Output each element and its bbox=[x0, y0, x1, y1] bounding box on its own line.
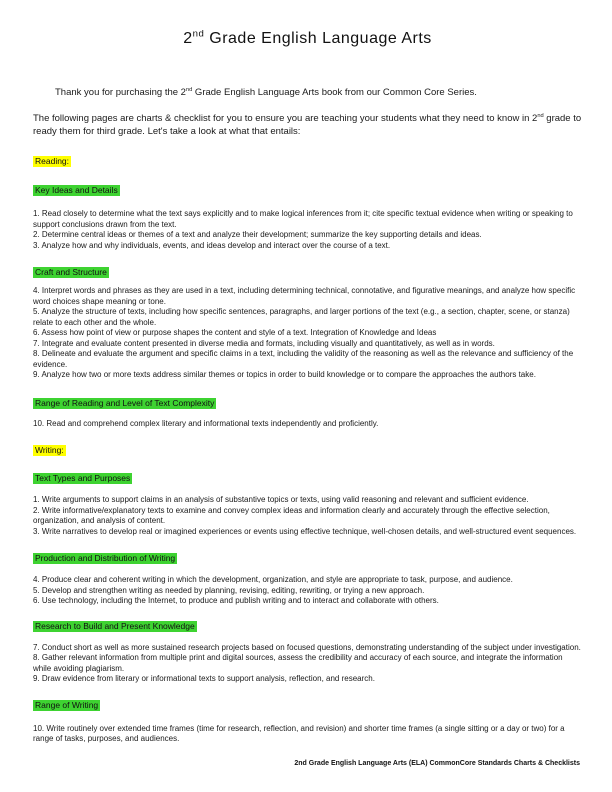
standard-item: 2. Write informative/explanatory texts to examine and convey complex ideas and information clearly and accurately through the effective selection, organization, and analysis of content. bbox=[33, 505, 550, 525]
standard-item: 5. Develop and strengthen writing as needed by planning, revising, editing, rewriting, or trying a new approach. bbox=[33, 585, 425, 595]
reading-section-label-row bbox=[33, 151, 582, 169]
writing-text-types-items bbox=[33, 495, 582, 537]
writing-range-items bbox=[33, 724, 582, 745]
standard-item: 10. Write routinely over extended time frames (time for research, reflection, and revision) and shorter time frames (a single sitting or a day or two) for a range of tasks, purposes, and audiences. bbox=[33, 723, 565, 743]
research-to-build-heading: Research to Build and Present Knowledge bbox=[35, 620, 195, 631]
reading-range-heading-row bbox=[33, 393, 582, 411]
intro-2-text-a: The following pages are charts & checklist for you to ensure you are teaching your students what they need to know in 2 bbox=[33, 113, 538, 124]
standard-item: 6. Use technology, including the Internet, to produce and publish writing and to interact and collaborate with others. bbox=[33, 596, 439, 605]
standard-item: 7. Integrate and evaluate content presented in diverse media and formats, including visually and quantitatively, as well as in words. bbox=[33, 338, 495, 348]
title-text: Grade English Language Arts bbox=[204, 30, 432, 47]
production-and-distribution-heading: Production and Distribution of Writing bbox=[35, 553, 176, 563]
writing-range-heading-row bbox=[33, 695, 582, 713]
reading-key-ideas-heading-row bbox=[33, 180, 582, 198]
intro-paragraph-2 bbox=[33, 112, 582, 138]
standard-item: 9. Analyze how two or more texts address similar themes or topics in order to build knowledge or to compare the approaches the authors take. bbox=[33, 370, 536, 379]
writing-text-types-heading-row bbox=[33, 468, 582, 486]
standard-item: 8. Gather relevant information from multiple print and digital sources, assess the credibility and accuracy of each source, and integrate the information while avoiding plagiarism. bbox=[33, 653, 563, 673]
writing-research-items bbox=[33, 643, 582, 685]
reading-craft-structure-heading-row bbox=[33, 262, 582, 280]
intro-2-ordinal-superscript: nd bbox=[537, 112, 544, 119]
writing-section-label-row bbox=[33, 440, 582, 458]
standard-item: 8. Delineate and evaluate the argument and specific claims in a text, including the validity of the reasoning as well as the relevance and sufficiency of the evidence. bbox=[33, 349, 574, 369]
intro-2-text-b: grade to ready them for third grade. Let's take a look at what that entails: bbox=[33, 113, 582, 137]
writing-label-highlighted: Writing: bbox=[35, 445, 64, 455]
intro-paragraph-1 bbox=[33, 86, 582, 99]
standard-item: 10. Read and comprehend complex literary and informational texts independently and proficiently. bbox=[33, 418, 379, 428]
intro-1-ordinal-superscript: nd bbox=[185, 86, 193, 93]
range-of-writing-heading: Range of Writing bbox=[35, 699, 99, 710]
reading-key-ideas-items bbox=[33, 209, 582, 251]
page-content bbox=[33, 0, 582, 745]
reading-craft-structure-items bbox=[33, 286, 582, 381]
page-title bbox=[33, 30, 582, 48]
standard-item: 2. Determine central ideas or themes of a text and analyze their development; summarize the key supporting details and ideas. bbox=[33, 230, 482, 239]
standard-item: 9. Draw evidence from literary or informational texts to support analysis, reflection, and research. bbox=[33, 674, 375, 683]
reading-label-highlighted: Reading: bbox=[35, 156, 70, 166]
intro-1-text-b: Grade English Language Arts book from our Common Core Series. bbox=[192, 87, 477, 98]
writing-research-heading-row bbox=[33, 616, 582, 634]
text-types-and-purposes-heading: Text Types and Purposes bbox=[35, 473, 131, 483]
writing-production-items bbox=[33, 575, 582, 607]
standard-item: 3. Write narratives to develop real or imagined experiences or events using effective technique, well-chosen details, and well-structured event sequences. bbox=[33, 526, 577, 536]
standard-item: 5. Analyze the structure of texts, including how specific sentences, paragraphs, and larger portions of the text (e.g., a section, chapter, scene, or stanza) relate to each other and the whole. bbox=[33, 307, 570, 327]
range-of-reading-heading: Range of Reading and Level of Text Complexity bbox=[35, 397, 215, 408]
page-footer: 2nd Grade English Language Arts (ELA) CommonCore Standards Charts & Checklists bbox=[294, 760, 580, 767]
standard-item: 6. Assess how point of view or purpose shapes the content and style of a text. Integration of Knowledge and Ideas bbox=[33, 328, 437, 337]
standard-item: 1. Read closely to determine what the text says explicitly and to make logical inferences from it; cite specific textual evidence when writing or speaking to support conclusions drawn from the text. bbox=[33, 209, 573, 229]
intro-1-text-a: Thank you for purchasing the 2 bbox=[55, 87, 186, 98]
reading-range-items bbox=[33, 419, 582, 430]
standard-item: 4. Interpret words and phrases as they are used in a text, including determining technical, connotative, and figurative meanings, and analyze how specific word choices shape meaning or tone. bbox=[33, 286, 576, 306]
standard-item: 1. Write arguments to support claims in an analysis of substantive topics or texts, using valid reasoning and relevant and sufficient evidence. bbox=[33, 495, 529, 504]
standard-item: 3. Analyze how and why individuals, events, and ideas develop and interact over the course of a text. bbox=[33, 240, 391, 250]
title-number: 2 bbox=[183, 30, 193, 47]
standard-item: 7. Conduct short as well as more sustained research projects based on focused questions, demonstrating understanding of the subject under investigation. bbox=[33, 642, 581, 652]
key-ideas-and-details-heading: Key Ideas and Details bbox=[35, 185, 118, 195]
writing-production-heading-row bbox=[33, 548, 582, 566]
title-ordinal-superscript: nd bbox=[192, 28, 205, 40]
standard-item: 4. Produce clear and coherent writing in which the development, organization, and style are appropriate to task, purpose, and audience. bbox=[33, 575, 513, 584]
craft-and-structure-heading: Craft and Structure bbox=[35, 267, 107, 277]
